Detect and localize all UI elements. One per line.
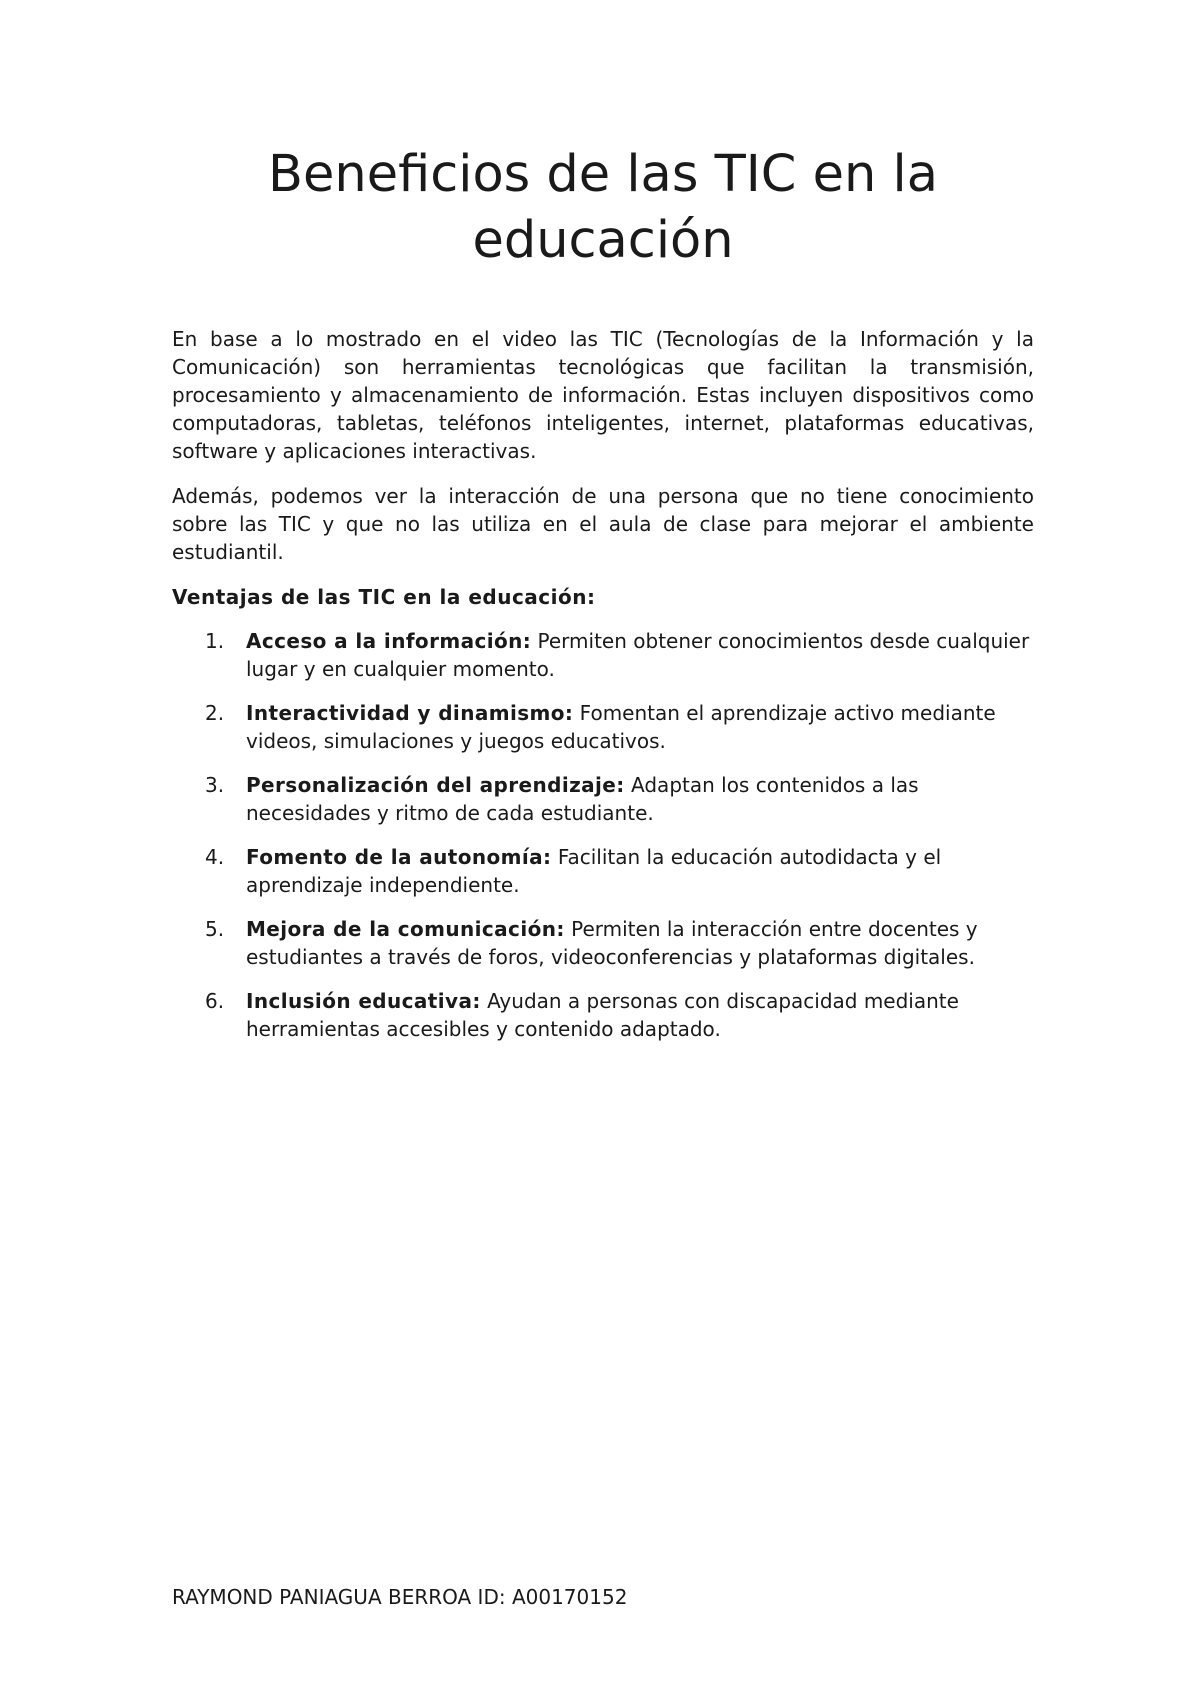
item-title: Mejora de la comunicación: — [246, 917, 565, 941]
benefits-heading: Ventajas de las TIC en la educación: — [172, 585, 596, 609]
item-text: Permiten obtener conocimientos desde cualquier lugar y en cualquier momento. — [246, 629, 1030, 681]
item-text: Adaptan los contenidos a las necesidades y ritmo de cada estudiante. — [246, 773, 919, 825]
item-title: Acceso a la información: — [246, 629, 532, 653]
list-item — [172, 771, 1034, 827]
list-item — [172, 915, 1034, 971]
item-text: Fomentan el aprendizaje activo mediante videos, simulaciones y juegos educativos. — [246, 701, 996, 753]
list-item — [172, 987, 1034, 1043]
document-body — [172, 325, 1034, 1059]
item-number: 1. — [205, 629, 225, 653]
list-item — [172, 699, 1034, 755]
item-title: Fomento de la autonomía: — [246, 845, 552, 869]
page-title: Beneficios de las TIC en la educación — [268, 145, 938, 270]
list-item — [172, 843, 1034, 899]
item-title: Inclusión educativa: — [246, 989, 481, 1013]
context-paragraph: Además, podemos ver la interacción de una persona que no tiene conocimiento sobre las TIC y que no las utiliza en el aula de clase para mejorar el ambiente estudiantil. — [172, 484, 1034, 564]
item-number: 4. — [205, 845, 225, 869]
item-title: Interactividad y dinamismo: — [246, 701, 574, 725]
item-text: Permiten la interacción entre docentes y estudiantes a través de foros, videoconferencias y plataformas digitales. — [246, 917, 978, 969]
item-title: Personalización del aprendizaje: — [246, 773, 625, 797]
benefits-list — [172, 627, 1034, 1043]
item-number: 5. — [205, 917, 225, 941]
intro-paragraph: En base a lo mostrado en el video las TIC (Tecnologías de la Información y la Comunicación) son herramientas tecnológicas que facilitan la transmisión, procesamiento y almacenamiento de información. Estas incluyen dispositivos como computadoras, tabletas, teléfonos inteligentes, internet, plataformas educativas, software y aplicaciones interactivas. — [172, 327, 1034, 463]
list-item — [172, 627, 1034, 683]
item-number: 2. — [205, 701, 225, 725]
item-text: Ayudan a personas con discapacidad mediante herramientas accesibles y contenido adaptado. — [246, 989, 959, 1041]
item-text: Facilitan la educación autodidacta y el aprendizaje independiente. — [246, 845, 942, 897]
footer-author-id: RAYMOND PANIAGUA BERROA ID: A00170152 — [172, 1585, 628, 1609]
item-number: 3. — [205, 773, 225, 797]
item-number: 6. — [205, 989, 225, 1013]
